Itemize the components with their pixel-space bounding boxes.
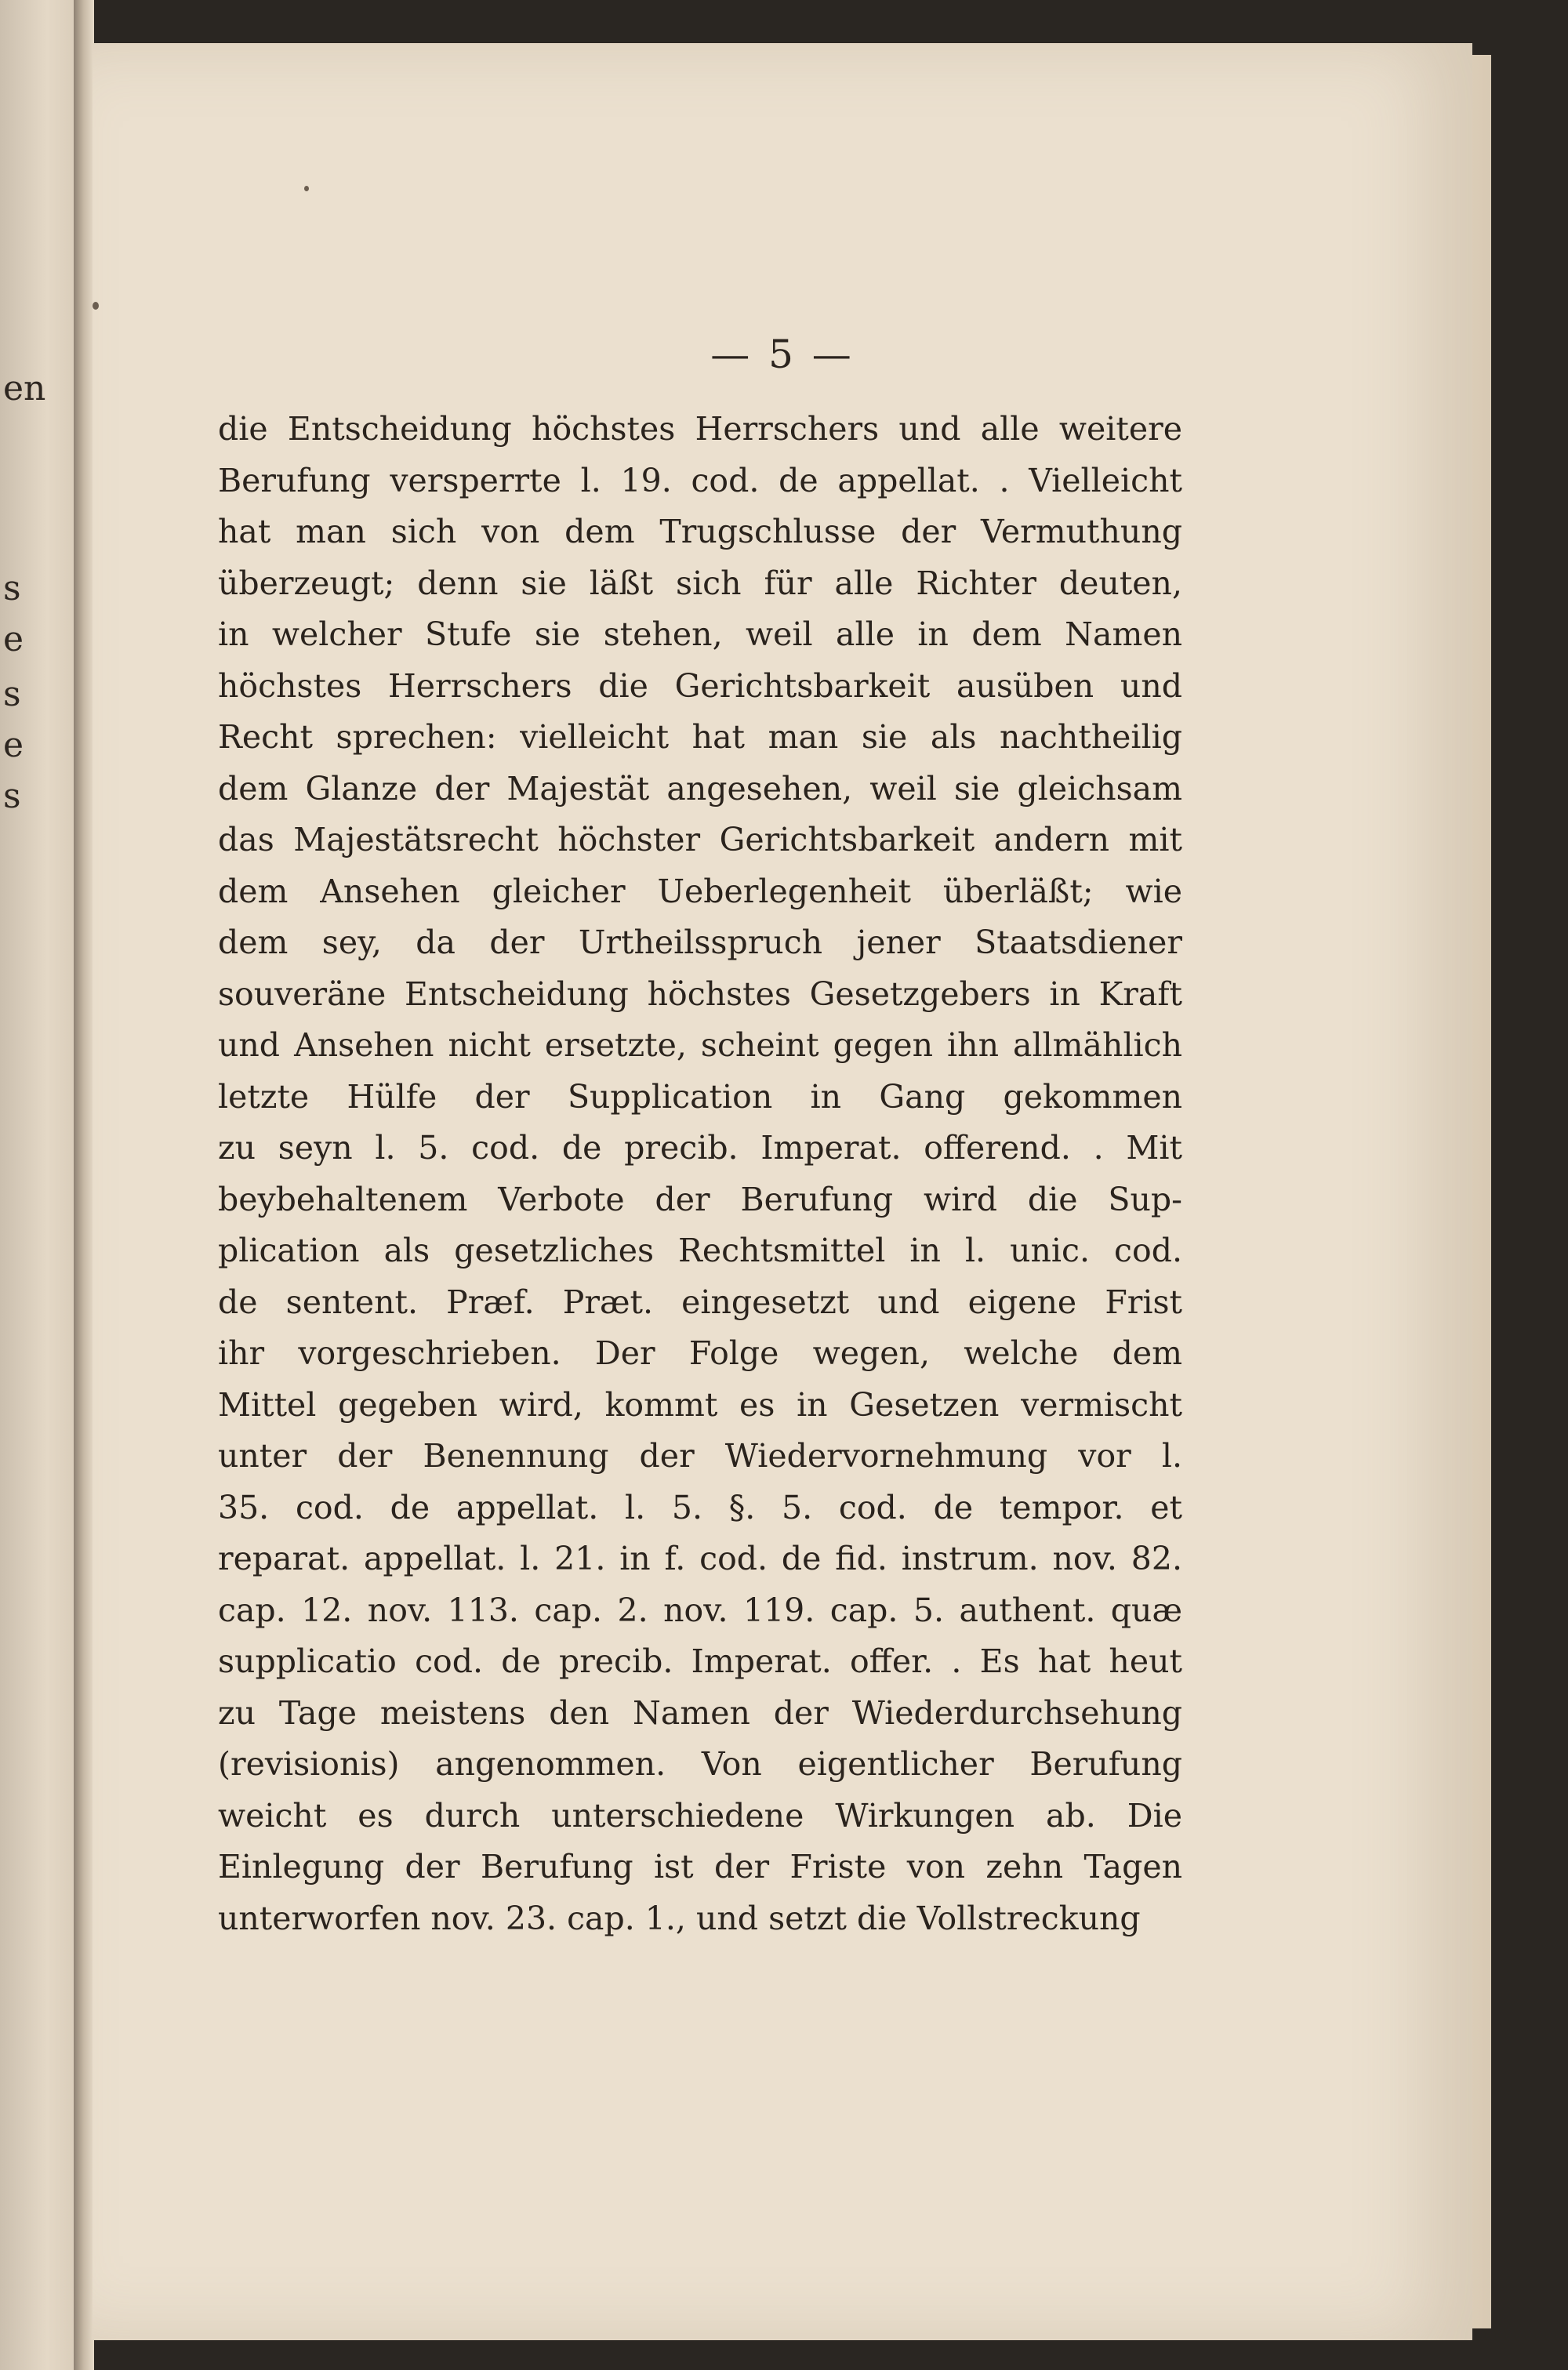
text-line: und Ansehen nicht ersetzte, scheint gegen ihn allmählich: [218, 1026, 1182, 1064]
facing-page-edge: [0, 0, 78, 2370]
ink-speck: [304, 186, 309, 191]
book-page: [93, 43, 1472, 2340]
text-line: de sentent. Præf. Præt. eingesetzt und eigene Frist: [218, 1283, 1182, 1321]
text-line: unter der Benennung der Wiedervornehmung vor l.: [218, 1437, 1182, 1475]
text-line: ihr vorgeschrieben. Der Folge wegen, welche dem: [218, 1334, 1182, 1372]
text-line: Einlegung der Berufung ist der Friste von zehn Tagen: [218, 1848, 1182, 1885]
text-line: überzeugt; denn sie läßt sich für alle Richter deuten,: [218, 564, 1182, 602]
facing-page-fragment: e: [3, 725, 24, 765]
book-gutter: [74, 0, 94, 2370]
text-line: dem Ansehen gleicher Ueberlegenheit überläßt; wie: [218, 872, 1182, 910]
text-line: das Majestätsrecht höchster Gerichtsbarkeit andern mit: [218, 821, 1182, 858]
text-line: (revisionis) angenommen. Von eigentlicher Berufung: [218, 1745, 1182, 1783]
text-line: dem sey, da der Urtheilsspruch jener Staatsdiener: [218, 924, 1182, 961]
text-line: reparat. appellat. l. 21. in f. cod. de fid. instrum. nov. 82.: [218, 1540, 1182, 1577]
text-line: letzte Hülfe der Supplication in Gang gekommen: [218, 1077, 1182, 1116]
page-number: — 5 —: [710, 332, 855, 377]
text-line: plication als gesetzliches Rechtsmittel in l. unic. cod.: [218, 1232, 1182, 1269]
text-line: dem Glanze der Majestät angesehen, weil sie gleichsam: [218, 769, 1182, 808]
text-line: cap. 12. nov. 113. cap. 2. nov. 119. cap. 5. authent. quæ: [218, 1591, 1182, 1629]
text-line: beybehaltenem Verbote der Berufung wird die Sup-: [218, 1180, 1182, 1218]
text-line: weicht es durch unterschiedene Wirkungen ab. Die: [218, 1796, 1182, 1835]
text-line: zu seyn l. 5. cod. de precib. Imperat. offerend. . Mit: [218, 1129, 1182, 1167]
text-line: unterworfen nov. 23. cap. 1., und setzt die Vollstreckung: [218, 1899, 1141, 1937]
text-line: die Entscheidung höchstes Herrschers und alle weitere: [218, 410, 1182, 448]
body-text: [218, 404, 1182, 1944]
facing-page-fragment: s: [3, 568, 21, 608]
text-line: in welcher Stufe sie stehen, weil alle in dem Namen: [218, 615, 1182, 653]
text-line: zu Tage meistens den Namen der Wiederdurchsehung: [218, 1693, 1182, 1732]
ink-speck: [93, 302, 99, 310]
text-line: supplicatio cod. de precib. Imperat. offer. . Es hat heut: [218, 1642, 1182, 1680]
facing-page-fragment: s: [3, 776, 21, 816]
text-line: hat man sich von dem Trugschlusse der Vermuthung: [218, 513, 1182, 550]
text-line: höchstes Herrschers die Gerichtsbarkeit ausüben und: [218, 666, 1182, 705]
facing-page-fragment: en: [3, 368, 46, 408]
facing-page-fragment: e: [3, 619, 24, 659]
text-line: Mittel gegeben wird, kommt es in Gesetzen vermischt: [218, 1385, 1182, 1424]
text-line: Recht sprechen: vielleicht hat man sie als nachtheilig: [218, 718, 1182, 756]
text-line: Berufung versperrte l. 19. cod. de appellat. . Vielleicht: [218, 461, 1182, 499]
facing-page-fragment: s: [3, 674, 21, 714]
text-line: souveräne Entscheidung höchstes Gesetzgebers in Kraft: [218, 974, 1182, 1013]
text-line: 35. cod. de appellat. l. 5. §. 5. cod. de tempor. et: [218, 1488, 1182, 1526]
